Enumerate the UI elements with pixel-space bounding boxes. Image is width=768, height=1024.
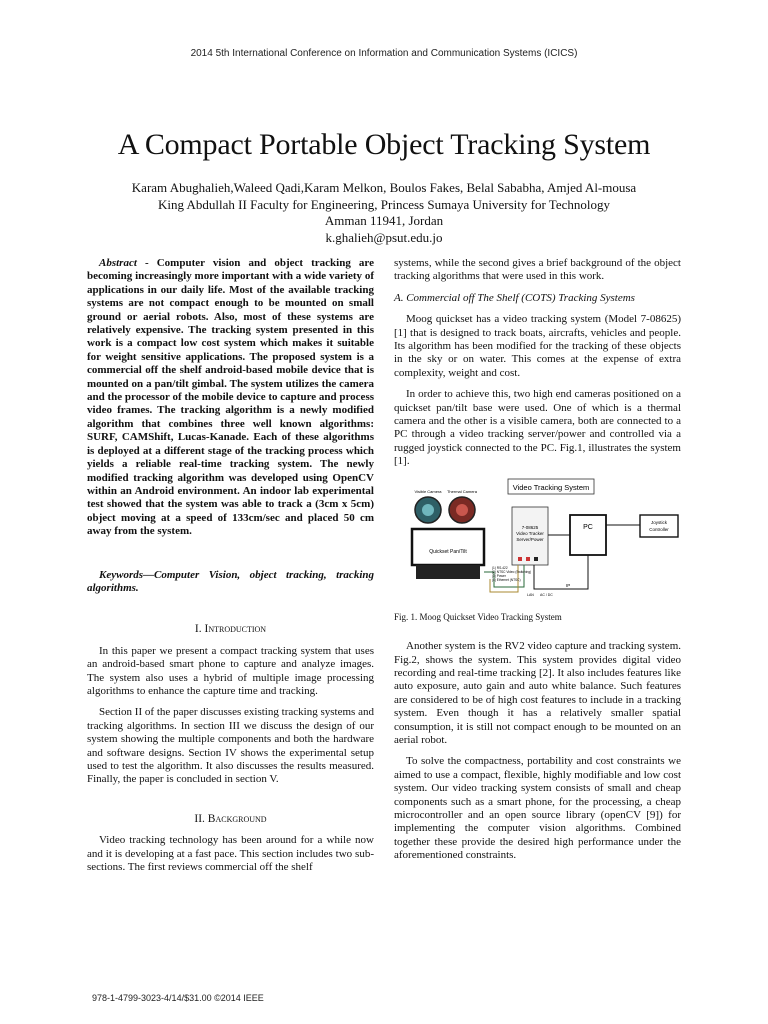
pantilt-base [416,565,480,579]
cable-label-4: (4) Ethernet (NTSC) [492,577,521,582]
author-address: Amman 11941, Jordan [324,213,444,228]
right-column [394,257,681,871]
joystick-line-2: Controller [649,526,669,532]
server-model: 7-08625 [521,524,539,530]
conference-header: 2014 5th International Conference on Information and Communication Systems (ICICS) [190,48,578,59]
pantilt-frame [412,529,484,565]
keywords: Keywords—Computer Vision, object tracking, tracking algorithms. [87,568,374,594]
server-port-3 [534,557,538,561]
power-label: AC / DC [540,592,553,597]
author-affiliation: King Abdullah II Faculty for Engineering, Princess Sumaya University for Technology [158,196,610,212]
cable-label-3: (3) Power [492,573,506,578]
figure-1-diagram [394,477,694,607]
right-paragraph-0: systems, while the second gives a brief background of the object tracking algorithms that were used in this work. [394,257,681,283]
lan-label: LAN [527,592,534,597]
figure-1-caption: Fig. 1. Moog Quickset Video Tracking System [394,611,562,622]
page-footer: 978-1-4799-3023-4/14/$31.00 ©2014 IEEE [92,993,264,1003]
section-2-heading: II. Background [194,812,267,825]
server-line-1: Video Tracker [516,530,544,536]
system-title: Video Tracking System [512,482,590,492]
author-email: k.ghalieh@psut.edu.jo [325,229,443,245]
abstract-text: - Computer vision and object tracking are becoming increasingly more important with a wide variety of applications in our daily life. Most of the available tracking systems are not compact enough to be mounted on small ground or aerial robots. Also, most of these systems are relatively expensive. The tracking system presented in this work is a compact low cost system which makes it suitable for weight sensitive applications. The proposed system is a commercial off the shelf android-based mobile device that is mounted on a pan/tilt gimbal. The system utilizes the camera and the processor of the mobile device to capture and process video frames. The tracking algorithm is a newly modified algorithm that combines three well known algorithms: SURF, CAMShift, Lucas-Kanade. Each of these algorithms is deployed at a different stage of the tracking process which yields a reliable real-time tracking system. The newly modified tracking algorithm was developed using OpenCV within an Android environment. An indoor lab experimental test showed that the system was able to track a (3cm x 5cm) object moving at a speed of 133cm/sec and placed 50 cm away from the system. [87,257,375,538]
paper-title: A Compact Portable Object Tracking System [117,128,651,161]
server-port-2 [526,557,530,561]
abstract-label: Abstract [99,257,137,269]
pc-label: PC [583,523,593,531]
right-paragraph-3: Another system is the RV2 video capture and tracking system. Fig.2, shows the system. This system provides digital video recording and real-time tracking [2]. It also includes features like auto exposure, auto gain and auto white balance. Such features are considered to be of high cost features to include in a tracking system. Even though it has a relatively smaller spatial consumption, it is still not compact enough to be mounted on an aerial robot. [394,640,681,746]
ip-label: IP [566,582,571,588]
subsection-a-heading: A. Commercial off The Shelf (COTS) Tracking Systems [394,291,635,304]
cable-label-1: (1) RS-422 [492,565,508,570]
joystick-line-1: Joystick [650,519,668,525]
section-1-heading: I. Introduction [194,623,267,636]
pc-box [570,515,606,555]
visible-camera-label: Visible Camera [414,488,442,494]
server-box [512,507,548,565]
right-paragraph-1: Moog quickset has a video tracking system (Model 7-08625)[1] that is designed to track boats, aircrafts, vehicles and people. Its algorithm has been modified for the tracking of these objects in the sky or on water. This comes at the expense of extra complexity, weight and cost. [394,313,681,379]
section-2-paragraph-1: Video tracking technology has been around for a while now and it is developing at a fast pace. This section includes two sub-sections. The first reviews commercial off the shelf [87,834,374,874]
cable-label-2: (2) NTSC Video (Switching) [492,569,532,574]
server-port-1 [518,557,522,561]
pantilt-label: Quickset Pan/Tilt [429,548,467,555]
section-1-paragraph-2: Section II of the paper discusses existing tracking systems and tracking algorithms. In section III we discuss the design of our system showing the multiple components and both the hardware and software designs. Section IV shows the experimental setup used to test the algorithm. It also discusses the results measured. Finally, the paper is concluded in section V. [87,706,374,786]
abstract [87,257,374,539]
right-paragraph-2: In order to achieve this, two high end cameras positioned on a quickset pan/tilt base were used. One of which is a thermal camera and the other is a visible camera, both are connected to a PC through a video tracking server/power and controlled via a rugged joystick connected to the PC. Fig.1, illustrates the system [1]. [394,388,681,468]
left-column [87,257,374,882]
author-names: Karam Abughalieh,Waleed Qadi,Karam Melkon, Boulos Fakes, Belal Sababha, Amjed Al-mousa [131,180,637,195]
joystick-box [640,515,678,537]
thermal-camera-lens [456,504,468,516]
thermal-camera-label: Thermal Camera [446,488,478,494]
section-1-paragraph-1: In this paper we present a compact tracking system that uses an android-based smart phone to capture and analyze images. The system also uses a hybrid of multiple image processing algorithms to enhance the capture time and tracking. [87,644,374,697]
right-paragraph-4: To solve the compactness, portability and cost constraints we aimed to use a compact, flexible, highly modifiable and low cost system. Our video tracking system consists of small and cheap components such as a smart phone, for the processing, a cheap microcontroller and an open source library (openCV [9]) for implementing the computer vision algorithms. Combined together these provide the desired high performance under the aforementioned constraints. [394,755,681,862]
server-line-2: Server/Power [516,536,544,542]
figure-1 [394,477,694,607]
visible-camera-lens [422,504,434,516]
author-block [0,180,768,246]
